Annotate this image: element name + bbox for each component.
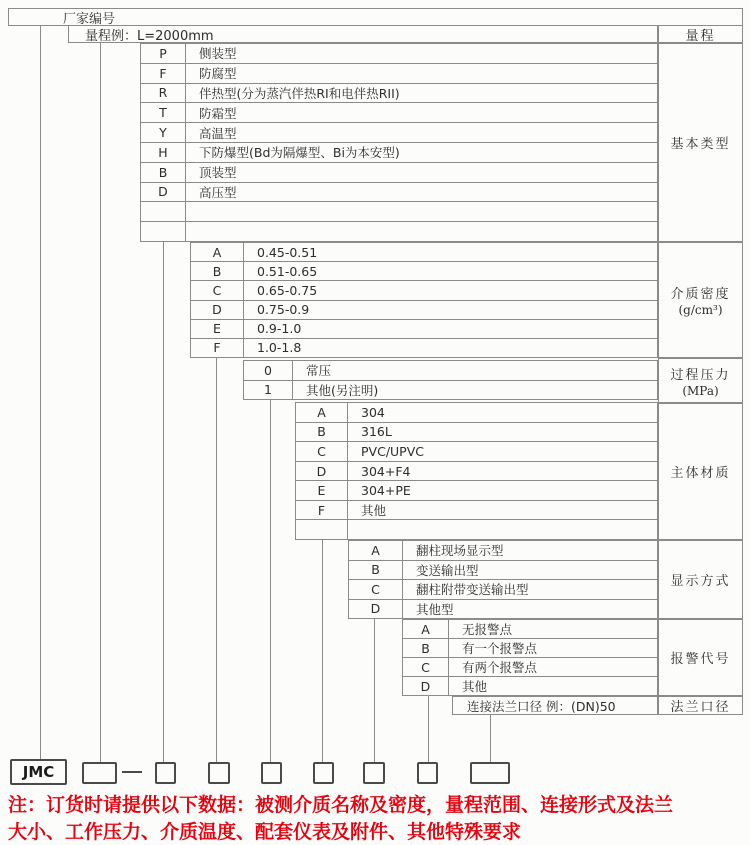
order-note-line2: 大小、工作压力、介质温度、配套仪表及附件、其他特殊要求 [8, 821, 522, 843]
table-row [244, 381, 657, 400]
row-desc: 0.9-1.0 [257, 321, 302, 337]
table-row [141, 163, 657, 183]
table-row [191, 339, 657, 357]
basic-type-table [140, 43, 658, 242]
model-prefix-label: JMC [22, 763, 55, 781]
row-code: B [403, 639, 449, 657]
code-box-density [208, 762, 230, 784]
drop-line-range [100, 43, 101, 762]
row-desc: 常压 [306, 363, 332, 379]
material-table [295, 402, 658, 540]
table-row [141, 222, 657, 241]
density-table [190, 242, 658, 358]
row-code: E [191, 320, 244, 338]
row-code: F [191, 339, 244, 357]
table-row [141, 143, 657, 163]
row-desc: 顶装型 [199, 165, 237, 181]
table-row [403, 620, 657, 639]
table-row [141, 44, 657, 64]
row-code: A [191, 243, 244, 261]
table-row [296, 462, 657, 482]
row-code: B [141, 163, 186, 182]
row-code: D [141, 183, 186, 202]
table-row [296, 481, 657, 501]
drop-line-density [216, 358, 217, 762]
table-row [403, 677, 657, 695]
row-code: Y [141, 123, 186, 142]
row-desc: 防腐型 [199, 66, 237, 82]
code-box-alarm [417, 762, 438, 784]
row-desc: 0.65-0.75 [257, 282, 318, 298]
table-row [191, 281, 657, 300]
section-label-display: 显示方式 [658, 540, 743, 619]
alarm-table [402, 619, 658, 696]
drop-line-display [374, 619, 375, 762]
table-row [296, 501, 657, 521]
row-code: C [191, 281, 244, 299]
row-code: D [403, 677, 449, 695]
row-desc: 无报警点 [462, 622, 513, 637]
row-desc: 其他 [361, 503, 387, 519]
row-desc: 304 [361, 404, 385, 420]
table-row [141, 123, 657, 143]
table-row [191, 243, 657, 262]
row-code: B [349, 561, 403, 580]
section-label-alarm: 报警代号 [658, 619, 743, 696]
section-label-material: 主体材质 [658, 403, 743, 540]
drop-line-flange [490, 715, 491, 762]
row-desc: 翻柱附带变送输出型 [416, 582, 529, 598]
pressure-table [243, 360, 658, 400]
row-desc: 1.0-1.8 [257, 340, 302, 356]
row-desc: 有一个报警点 [462, 641, 538, 656]
row-code: A [403, 620, 449, 638]
row-code: A [296, 403, 348, 422]
row-code: T [141, 103, 186, 122]
table-row [403, 658, 657, 677]
row-code: 0 [244, 361, 293, 380]
row-code: C [403, 658, 449, 676]
row-desc: 304+F4 [361, 463, 411, 479]
table-row [141, 202, 657, 222]
table-row [141, 64, 657, 84]
row-code: H [141, 143, 186, 162]
section-label-pressure: 过程压力 (MPa) [658, 358, 743, 403]
table-row [349, 541, 657, 561]
code-box-basic [155, 762, 176, 784]
row-code: E [296, 481, 348, 500]
code-box-display [363, 762, 385, 784]
row-desc: 316L [361, 424, 392, 440]
table-row [296, 403, 657, 423]
drop-line-basic [163, 242, 164, 762]
drop-line-material [322, 540, 323, 762]
code-box-pressure [261, 762, 282, 784]
row-code: 1 [244, 381, 293, 400]
row-desc: 侧装型 [199, 46, 237, 62]
order-note [8, 792, 748, 845]
factory-number-label: 厂家编号 [63, 11, 116, 27]
table-row [296, 442, 657, 462]
row-desc: 防霜型 [199, 105, 237, 121]
row-code [141, 222, 186, 241]
drop-line-factory [40, 25, 41, 760]
table-row [244, 361, 657, 381]
table-row [191, 301, 657, 320]
row-desc: 翻柱现场显示型 [416, 543, 504, 559]
code-box-material [313, 762, 334, 784]
section-label-flange: 法兰口径 [658, 696, 743, 715]
row-code [141, 202, 186, 221]
row-desc: 304+PE [361, 483, 411, 499]
row-desc: 0.75-0.9 [257, 302, 310, 318]
pressure-unit: (MPa) [682, 383, 719, 398]
row-desc: 0.45-0.51 [257, 244, 318, 260]
row-desc: 其他 [462, 679, 488, 694]
table-row [403, 639, 657, 658]
drop-line-pressure [270, 400, 271, 762]
table-row [349, 600, 657, 619]
display-table [348, 540, 658, 619]
table-row [141, 84, 657, 104]
row-desc: 伴热型(分为蒸汽伴热RI和电伴热RII) [199, 85, 400, 101]
density-unit: (g/cm³) [678, 303, 723, 317]
row-desc [348, 520, 657, 539]
range-example-row [68, 25, 658, 43]
code-box-flange [470, 762, 510, 784]
table-row [349, 561, 657, 581]
row-code: R [141, 84, 186, 103]
range-example-label: 量程例：L=2000mm [85, 28, 214, 44]
table-row [141, 103, 657, 123]
dash-separator [122, 771, 142, 773]
row-desc [186, 202, 657, 221]
row-desc: 其他型 [416, 601, 454, 617]
table-row [296, 520, 657, 539]
section-label-basic-type: 基本类型 [658, 43, 743, 242]
row-code: F [141, 64, 186, 83]
table-row [296, 423, 657, 443]
factory-number-row [8, 8, 743, 26]
row-code [296, 520, 348, 539]
row-desc: PVC/UPVC [361, 443, 424, 459]
row-desc: 0.51-0.65 [257, 263, 318, 279]
table-row [349, 580, 657, 600]
table-row [191, 320, 657, 339]
section-label-range: 量程 [658, 25, 743, 43]
flange-size-note: 连接法兰口径 例：(DN)50 [467, 698, 616, 714]
row-desc: 变送输出型 [416, 562, 479, 578]
row-desc: 高压型 [199, 184, 237, 200]
table-row [141, 183, 657, 203]
model-prefix-box [10, 759, 67, 785]
section-label-density: 介质密度 (g/cm³) [658, 242, 743, 358]
row-desc: 其他(另注明) [306, 382, 379, 398]
row-code: C [349, 580, 403, 599]
row-code: C [296, 442, 348, 461]
flange-size-row [452, 696, 658, 715]
row-code: P [141, 44, 186, 63]
row-desc: 高温型 [199, 125, 237, 141]
row-desc [186, 222, 657, 241]
code-box-range [82, 762, 117, 784]
row-code: D [191, 301, 244, 319]
row-code: D [296, 462, 348, 481]
row-code: A [349, 541, 403, 560]
row-code: F [296, 501, 348, 520]
row-code: B [296, 423, 348, 442]
table-row [191, 262, 657, 281]
row-desc: 有两个报警点 [462, 660, 538, 675]
order-note-line1: 注：订货时请提供以下数据：被测介质名称及密度，量程范围、连接形式及法兰 [8, 794, 674, 816]
row-code: D [349, 600, 403, 619]
row-code: B [191, 262, 244, 280]
row-desc: 下防爆型(Bd为隔爆型、Bi为本安型) [199, 145, 400, 161]
drop-line-alarm [428, 696, 429, 762]
